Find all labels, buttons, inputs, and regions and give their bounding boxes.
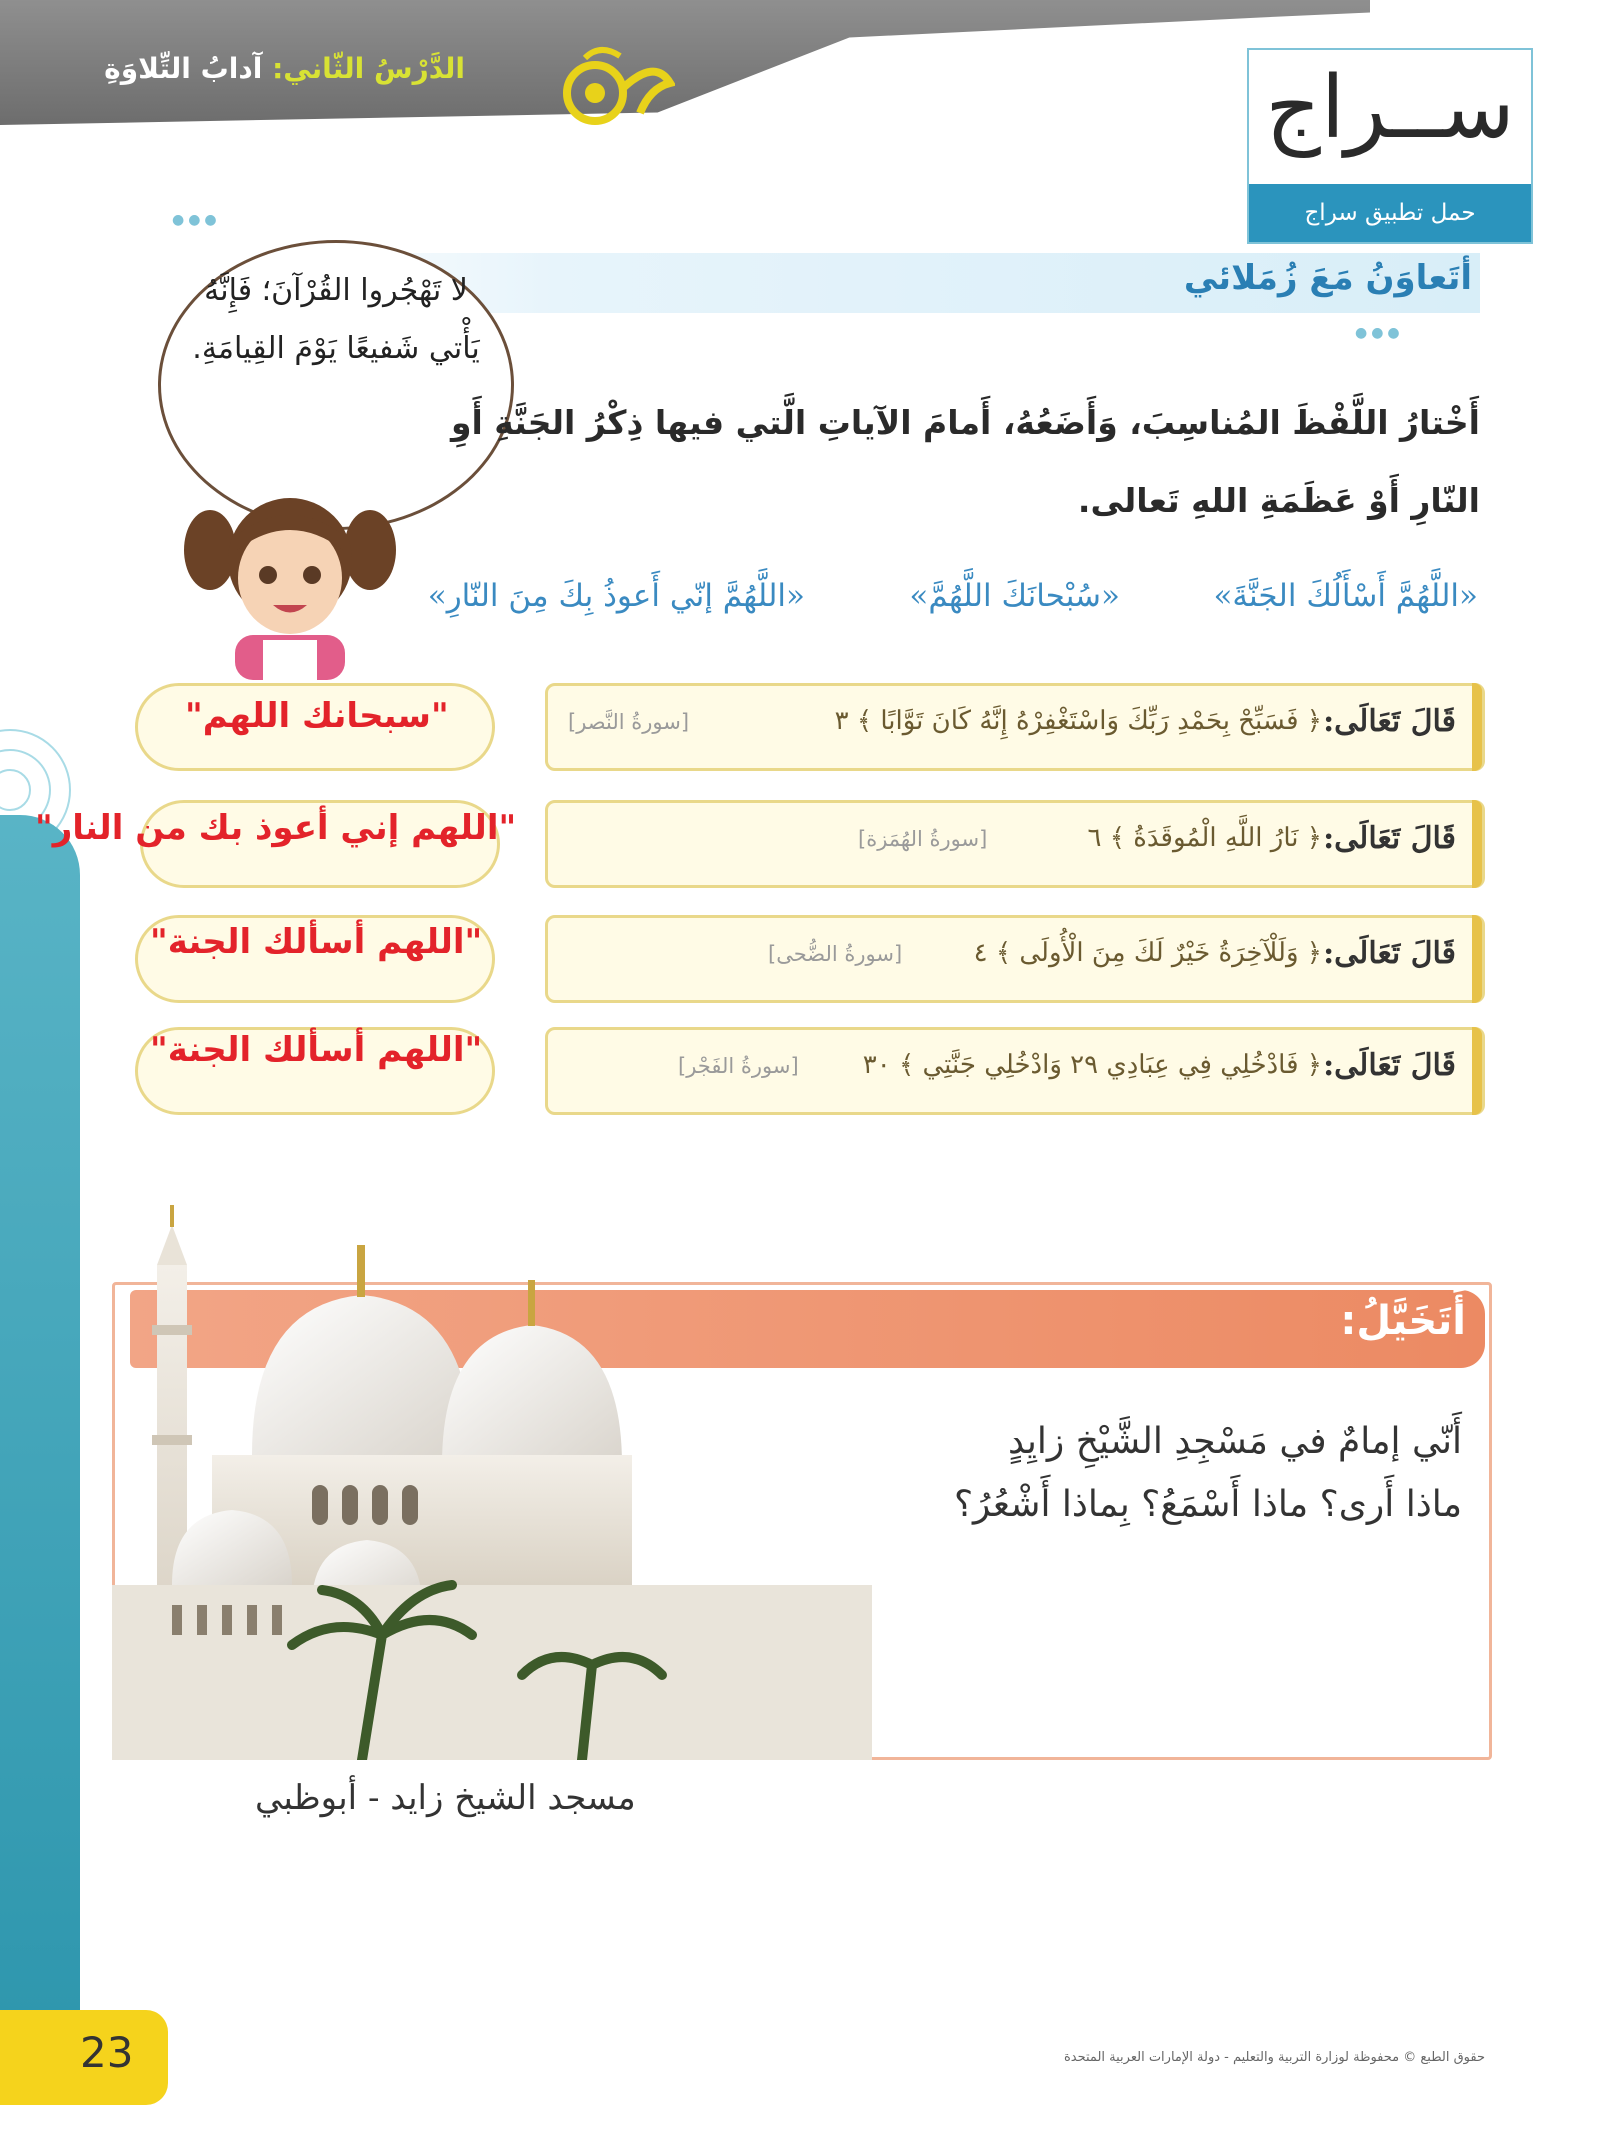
row-accent [1472,915,1482,1003]
imagine-line-1: أَنّي إمامٌ في مَسْجِدِ الشَّيْخِ زايِدٍ [1007,1421,1462,1462]
activity-title: أتَعاوَنُ مَعَ زُمَلائي [1183,258,1472,298]
copyright-text: حقوق الطبع © محفوظة لوزارة التربية والتعليم - دولة الإمارات العربية المتحدة [1063,2050,1485,2065]
imagine-text [954,1410,1462,1536]
verse-intro: قَالَ تَعَالَى: [1323,704,1456,739]
option-fire: «اللَّهُمَّ إنّي أَعوذُ بِكَ مِنَ النّارِ» [427,578,805,614]
imagine-line-2: ماذا أَرى؟ ماذا أَسْمَعُ؟ بِماذا أَشْعُرُ؟ [953,1484,1462,1525]
verse-intro: قَالَ تَعَالَى: [1323,821,1456,856]
activity-instruction: أَخْتارُ اللَّفْظَ المُناسِبَ، وَأَضَعُهُ، أَمامَ الآياتِ الَّتي فيها ذِكْرُ الجَنَّةِ أَوِ النّارِ أَوْ عَظَمَةِ اللهِ تَعالى. [450,403,1480,520]
surah-name: [سورةُ الضُّحى] [768,942,903,966]
lesson-name: آدابُ التِّلاوَةِ [104,52,263,85]
mosque-image [112,1185,872,1760]
imagine-title: أَتَخَيَّلُ: [1340,1298,1466,1344]
swirl-ornament-icon [545,38,675,138]
verse-text [974,938,1322,968]
row-accent [1472,800,1482,888]
logo-word: ســراج [1265,58,1515,158]
verse-row [545,915,1485,1003]
verse-intro: قَالَ تَعَالَى: [1323,1048,1456,1083]
verse-number: ٤ [973,938,988,968]
verse-number: ٣٠ [862,1050,891,1080]
lesson-label: الدَّرْسُ الثّاني: [272,52,465,85]
page-number: 23 [80,2028,134,2077]
left-decorative-panel [0,815,80,2015]
verse-number: ٦ [1087,823,1102,853]
dots-decoration: ●●● [1355,325,1404,341]
answer-text[interactable]: "اللهم أسألك الجنة" [150,1030,483,1070]
verse-words: ﴿ فَادْخُلِي فِي عِبَادِي ٢٩ وَادْخُلِي جَنَّتِي ﴾ [899,1050,1322,1080]
option-paradise: «اللَّهُمَّ أَسْأَلُكَ الجَنَّةَ» [1213,578,1478,614]
surah-name: [سورةُ النَّصر] [568,710,690,734]
verse-text [863,1050,1322,1080]
row-accent [1472,1027,1482,1115]
verse-intro: قَالَ تَعَالَى: [1323,936,1456,971]
logo-tagline: حمل تطبيق سراج [1249,184,1531,242]
girl-character-icon [175,480,405,680]
verse-row [545,1027,1485,1115]
image-caption: مسجد الشيخ زايد - أبوظبي [255,1778,636,1818]
verse-row [545,800,1485,888]
answer-text[interactable]: "اللهم أسألك الجنة" [150,922,483,962]
verse-row [545,683,1485,771]
lesson-title [104,52,465,85]
surah-name: [سورةُ الهُمَزة] [858,827,988,851]
answer-text[interactable]: "سبحانك اللهم" [185,696,449,736]
answer-text[interactable]: "اللهم إني أعوذ بك من النار" [35,808,517,848]
speech-bubble-text: لا تَهْجُروا القُرْآنَ؛ فَإِنَّهُ يَأْتي شَفيعًا يَوْمَ القِيامَةِ. [192,273,480,366]
verse-words: ﴿ نَارُ اللَّهِ الْمُوقَدَةُ ﴾ [1109,823,1322,853]
siraj-logo[interactable] [1247,48,1533,244]
verse-number: ٣ [834,706,849,736]
row-accent [1472,683,1482,771]
verse-words: ﴿ فَسَبِّحْ بِحَمْدِ رَبِّكَ وَاسْتَغْفِرْهُ إِنَّهُ كَانَ تَوَّابًا ﴾ [856,706,1322,736]
verse-text [835,706,1322,736]
option-glory: «سُبْحانَكَ اللَّهُمَّ» [909,578,1120,614]
verse-words: ﴿ وَلَلْآخِرَةُ خَيْرٌ لَكَ مِنَ الْأُولَى ﴾ [995,938,1322,968]
verse-text [1088,823,1322,853]
dots-decoration: ●●● [172,212,221,228]
surah-name: [سورةُ الفَجْر] [678,1054,799,1078]
